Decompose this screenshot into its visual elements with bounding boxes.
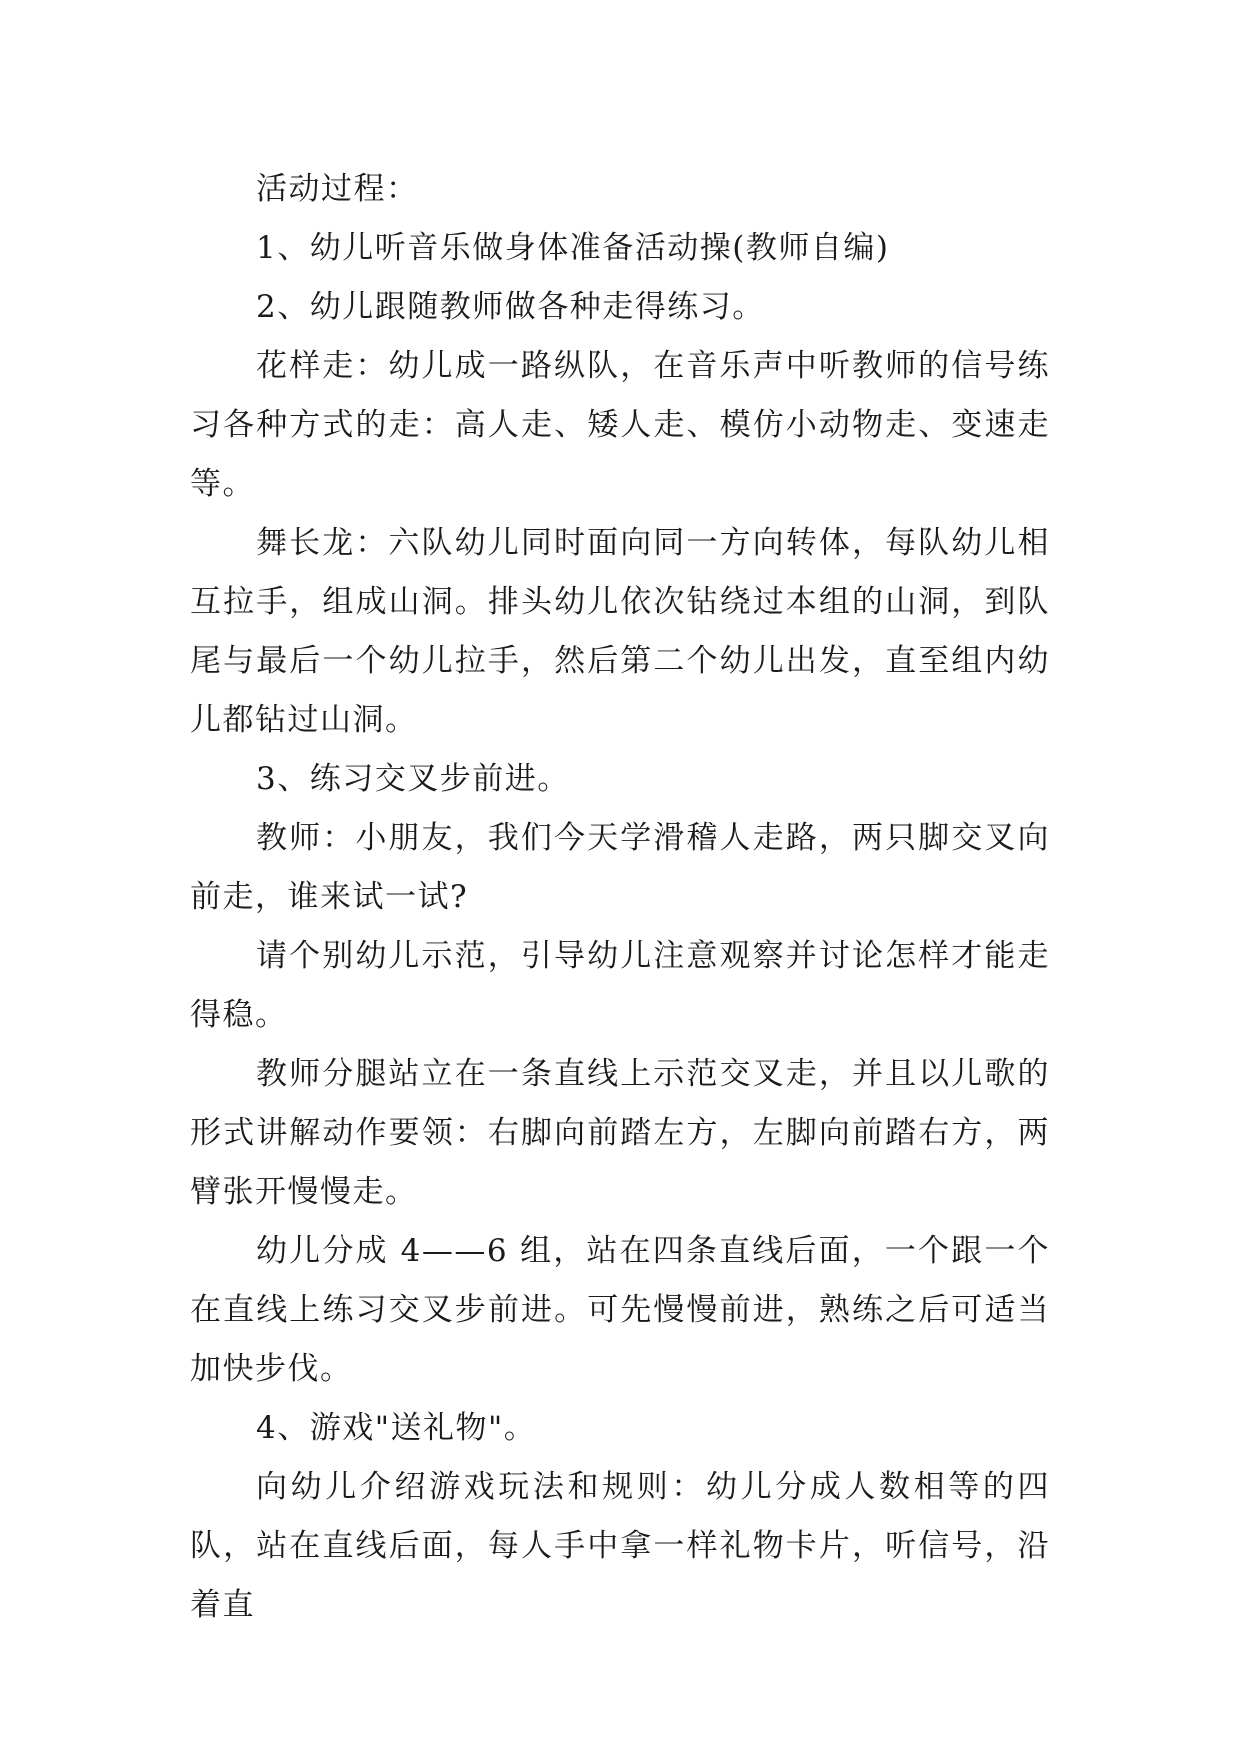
paragraph-dragon-dance: 舞长龙：六队幼儿同时面向同一方向转体，每队幼儿相互拉手，组成山洞。排头幼儿依次钻绕过本组的山洞，到队尾与最后一个幼儿拉手，然后第二个幼儿出发，直至组内幼儿都钻过山洞。	[190, 525, 1050, 738]
document-body	[190, 160, 1050, 1635]
paragraph-step-4-game: 4、游戏"送礼物"。	[256, 1410, 537, 1446]
paragraph-teacher-question: 教师：小朋友，我们今天学滑稽人走路，两只脚交叉向前走，谁来试一试?	[190, 820, 1050, 915]
paragraph-teacher-demo: 教师分腿站立在一条直线上示范交叉走，并且以儿歌的形式讲解动作要领：右脚向前踏左方，左脚向前踏右方，两臂张开慢慢走。	[190, 1056, 1050, 1210]
paragraph-activity-process-heading: 活动过程：	[256, 171, 419, 207]
paragraph-fancy-walk: 花样走：幼儿成一路纵队，在音乐声中听教师的信号练习各种方式的走：高人走、矮人走、模仿小动物走、变速走等。	[190, 348, 1050, 502]
paragraph-child-demo: 请个别幼儿示范，引导幼儿注意观察并讨论怎样才能走得稳。	[190, 938, 1050, 1033]
paragraph-game-rules: 向幼儿介绍游戏玩法和规则：幼儿分成人数相等的四队，站在直线后面，每人手中拿一样礼物卡片，听信号，沿着直	[190, 1469, 1050, 1623]
paragraph-step-1-warmup: 1、幼儿听音乐做身体准备活动操(教师自编)	[256, 230, 890, 266]
paragraph-group-practice: 幼儿分成 4——6 组，站在四条直线后面，一个跟一个在直线上练习交叉步前进。可先慢慢前进，熟练之后可适当加快步伐。	[190, 1233, 1050, 1387]
paragraph-step-3-cross-step: 3、练习交叉步前进。	[256, 761, 570, 797]
paragraph-step-2-walking: 2、幼儿跟随教师做各种走得练习。	[256, 289, 765, 325]
